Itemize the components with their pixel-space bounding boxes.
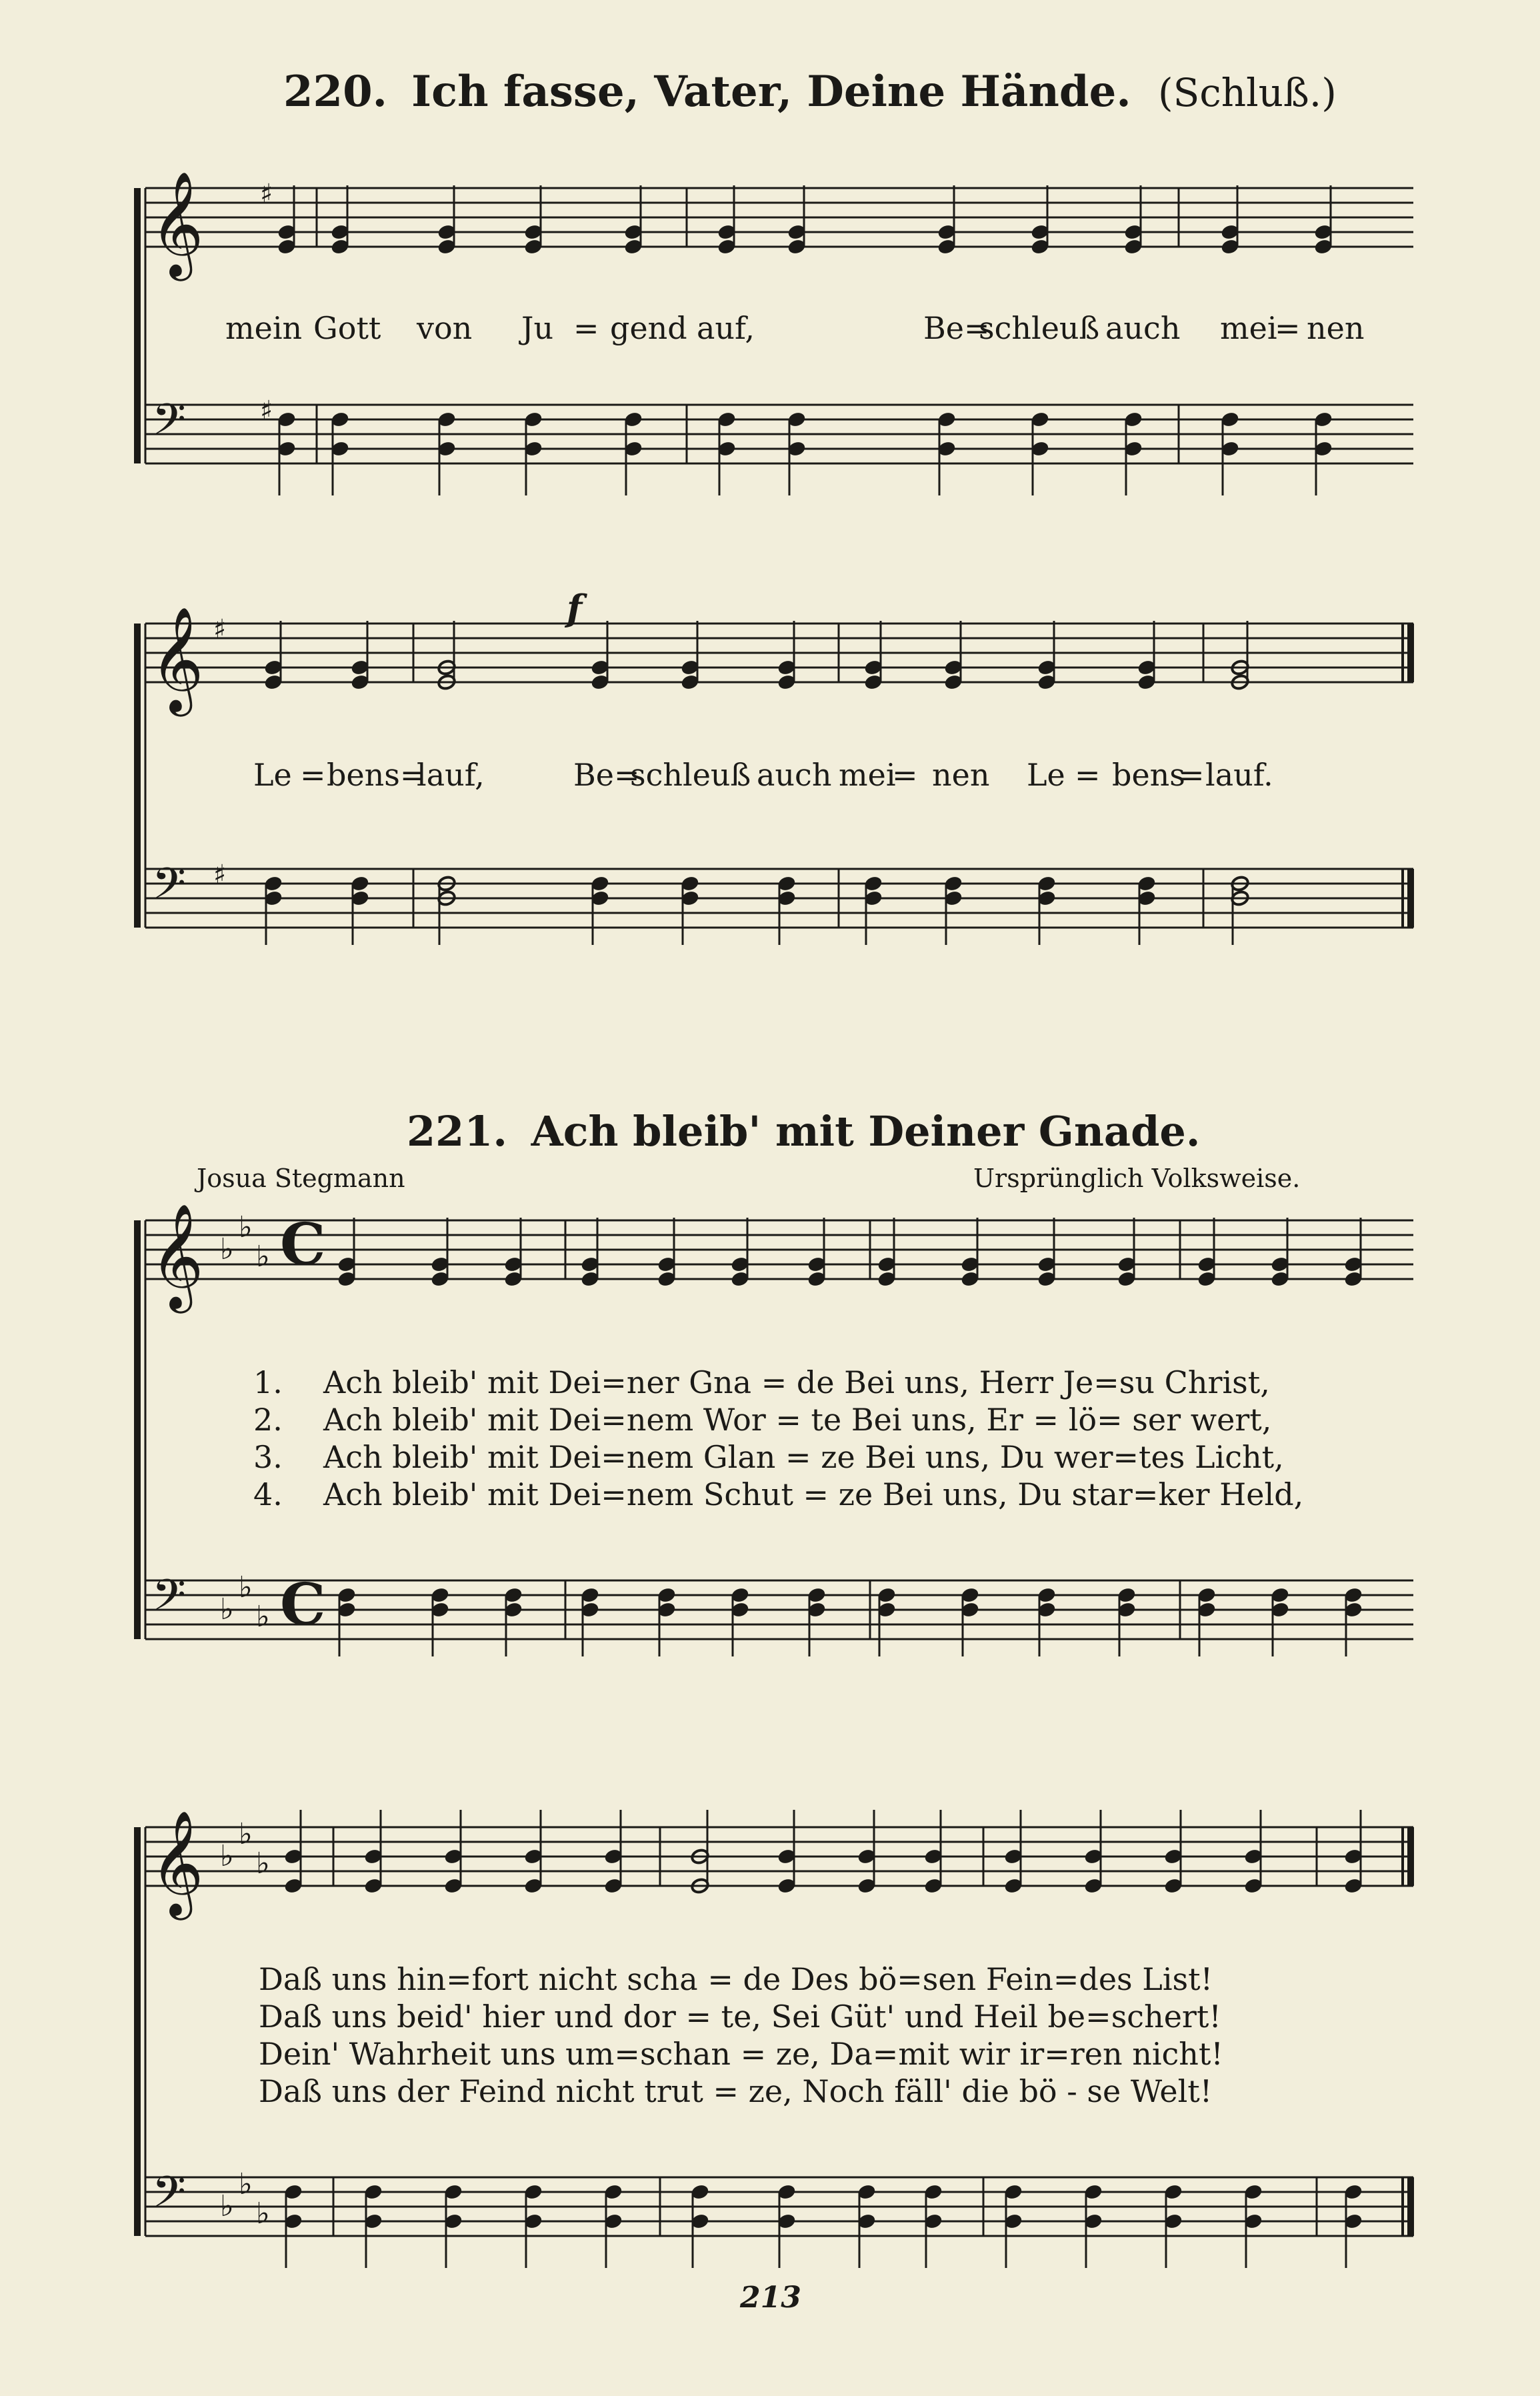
chord [717,185,737,255]
chord [364,2183,383,2268]
hymn-220-number: 220. [283,67,387,117]
chord [337,1218,357,1288]
chord [604,2183,623,2268]
lyric-syllable: auch [757,757,832,793]
verse-line: Dein' Wahrheit uns um=schan = ze, Da=mit wir ir=ren nicht! [259,2036,1223,2072]
lyric-syllable: Ju [521,310,554,346]
chord [624,411,643,495]
chord [1037,621,1057,691]
verse-text: Ach bleib' mit Dei=ner Gna = de Bei uns, Herr Je=su Christ, [323,1364,1270,1400]
notes [264,185,1363,2268]
lyric-syllable: Be= [923,310,990,346]
chord [1197,1218,1217,1288]
lyric-syllable: nen [932,757,990,793]
chord [961,1218,980,1288]
chord [1004,1810,1023,1895]
key-flat: ♭ [239,1570,253,1604]
verse-line: Daß uns hin=fort nicht scha = de Des bö=sen Fein=des List! [259,1961,1213,1997]
chord [264,875,283,945]
chord [277,411,297,495]
chord [1117,1586,1137,1656]
lyric-syllable: mei [839,757,896,793]
chord [1314,411,1333,495]
chord [364,1810,383,1895]
key-sharp: ♯ [213,860,227,890]
key-flat: ♭ [220,1839,234,1873]
chord [787,411,807,495]
key-flat: ♭ [239,1817,253,1851]
chord [924,1810,943,1895]
chord [431,1218,450,1288]
chord [504,1218,523,1288]
chord [331,411,350,495]
chord [437,875,457,945]
chord [1137,875,1157,945]
time-signature-bass: C [280,1571,326,1638]
chord [524,411,543,495]
chord [777,1810,797,1895]
chord [1244,2183,1263,2268]
chord [591,621,610,691]
chord [1314,185,1333,255]
chord [264,621,283,691]
chord [444,1810,463,1895]
chord [691,2183,710,2268]
chord [581,1586,600,1656]
hymn-221-author: Josua Stegmann [197,1164,405,1193]
time-signature-treble: C [280,1211,326,1278]
chord [1137,621,1157,691]
chord [717,411,737,495]
chord [657,1218,677,1288]
chord [431,1586,450,1656]
chord [937,185,957,255]
chord [1031,411,1050,495]
hymn-221-title: Ach bleib' mit Deiner Gnade. [531,1107,1201,1156]
key-flat: ♭ [220,2189,234,2223]
chord [1084,2183,1103,2268]
chord [1271,1218,1290,1288]
chord [1164,1810,1183,1895]
lyric-syllable: von [417,310,473,346]
chord [1004,2183,1023,2268]
chord [591,875,610,945]
verse-number: 2. [253,1402,283,1438]
chord [1084,1810,1103,1895]
key-flat: ♭ [256,1847,270,1881]
chord [877,1586,897,1656]
chord [944,621,963,691]
lyric-syllable: bens= [327,757,426,793]
chord [807,1586,827,1656]
chord [1344,1218,1363,1288]
chord [777,875,797,945]
chord [1037,875,1057,945]
chord [857,1810,877,1895]
time-signatures [280,1211,325,1638]
chord [581,1218,600,1288]
key-flat: ♭ [256,2197,270,2231]
hymn-220-note: (Schluß.) [1157,70,1337,115]
lyric-syllable: mei [1220,310,1277,346]
lyric-syllable: Le [1027,757,1065,793]
key-flat: ♭ [256,1600,270,1634]
chord [437,411,457,495]
treble-clef: 𝄞 [150,1810,204,1916]
treble-clef: 𝄞 [150,606,204,712]
verse-line: Daß uns beid' hier und dor = te, Sei Güt' und Heil be=schert! [259,1999,1221,2035]
chord [681,875,700,945]
chord [937,411,957,495]
verse-text: Ach bleib' mit Dei=nem Wor = te Bei uns, Er = lö= ser wert, [323,1402,1272,1438]
chord [624,185,643,255]
lyric-syllable: schleuß [630,757,751,793]
chord [924,2183,943,2268]
key-flat: ♭ [239,1210,253,1244]
chord [604,1810,623,1895]
chord [777,621,797,691]
bass-clef: 𝄢 [152,858,186,920]
chord [944,875,963,945]
chord [1344,2183,1363,2268]
chord [504,1586,523,1656]
verse-number: 1. [253,1364,283,1400]
chord [777,2183,797,2268]
verse-text: Ach bleib' mit Dei=nem Glan = ze Bei uns, Du wer=tes Licht, [323,1439,1284,1475]
chord [284,1810,303,1895]
verse-text: Ach bleib' mit Dei=nem Schut = ze Bei uns, Du star=ker Held, [323,1476,1304,1512]
chord [277,185,297,255]
chord [437,621,457,691]
lyric-hyphen: = [573,310,599,346]
key-flat: ♭ [256,1240,270,1274]
lyric-syllable: auf, [697,310,755,346]
chord [961,1586,980,1656]
chord [1231,875,1250,945]
dynamic-forte: f [567,587,583,630]
chord [524,185,543,255]
clefs [150,171,273,2231]
key-sharp: ♯ [260,395,273,426]
hymn-220-title: Ich fasse, Vater, Deine Hände. [411,67,1131,117]
chord [657,1586,677,1656]
chord [351,621,370,691]
lyric-syllable: Gott [313,310,381,346]
key-flat: ♭ [220,1232,234,1266]
page-number: 213 [740,2281,801,2315]
verse-number: 3. [253,1439,283,1475]
chord [1244,1810,1263,1895]
lyric-hyphen: = [1179,757,1205,793]
chord [1271,1586,1290,1656]
lyric-hyphen: = [892,757,918,793]
key-sharp: ♯ [213,614,227,645]
chord [1197,1586,1217,1656]
chord [681,621,700,691]
chord [524,1810,543,1895]
chord [877,1218,897,1288]
chord [1221,411,1240,495]
hymn-220-system-2-treble [145,624,1413,682]
chord [691,1810,710,1895]
lyric-syllable: bens [1112,757,1185,793]
treble-clef: 𝄞 [150,1203,204,1309]
chord [787,185,807,255]
hymn-221-number: 221. [407,1107,508,1156]
chord [1344,1586,1363,1656]
lyric-hyphen: = [1075,757,1101,793]
chord [1221,185,1240,255]
key-sharp: ♯ [260,179,273,209]
chord [1117,1218,1137,1288]
chord [1344,1810,1363,1895]
chord [1231,621,1250,691]
key-flat: ♭ [220,1592,234,1626]
lyric-syllable: Be= [573,757,640,793]
lyric-syllable: schleuß [979,310,1100,346]
chord [444,2183,463,2268]
chord [524,2183,543,2268]
bass-clef: 𝄢 [152,1569,186,1632]
chord [351,875,370,945]
lyric-syllable: auch [1105,310,1181,346]
chord [284,2183,303,2268]
bass-clef: 𝄢 [152,393,186,456]
hymn-221-system-1-treble [145,1220,1413,1279]
chord [1124,411,1143,495]
hymn-221-melody-source: Ursprünglich Volksweise. [973,1164,1301,1193]
chord [731,1586,750,1656]
chord [1037,1586,1057,1656]
chord [1164,2183,1183,2268]
chord [1031,185,1050,255]
chord [864,875,883,945]
chord [337,1586,357,1656]
key-flat: ♭ [239,2167,253,2201]
bass-clef: 𝄢 [152,2166,186,2229]
chord [731,1218,750,1288]
chord [864,621,883,691]
chord [807,1218,827,1288]
verse-line: Daß uns der Feind nicht trut = ze, Noch fäll' die bö - se Welt! [259,2073,1213,2109]
lyric-syllable: Le [253,757,292,793]
hymn-221-system-1-bass [145,1580,1413,1639]
lyric-hyphen: = [1275,310,1301,346]
lyric-syllable: nen [1307,310,1365,346]
chord [1037,1218,1057,1288]
chord [331,185,350,255]
chord [1124,185,1143,255]
treble-clef: 𝄞 [150,171,204,277]
verse-number: 4. [253,1476,283,1512]
lyric-syllable: lauf, [417,757,485,793]
lyric-syllable: mein [225,310,303,346]
lyric-syllable: gend [610,310,687,346]
chord [857,2183,877,2268]
lyric-hyphen: = [300,757,326,793]
lyric-syllable: lauf. [1205,757,1273,793]
chord [437,185,457,255]
